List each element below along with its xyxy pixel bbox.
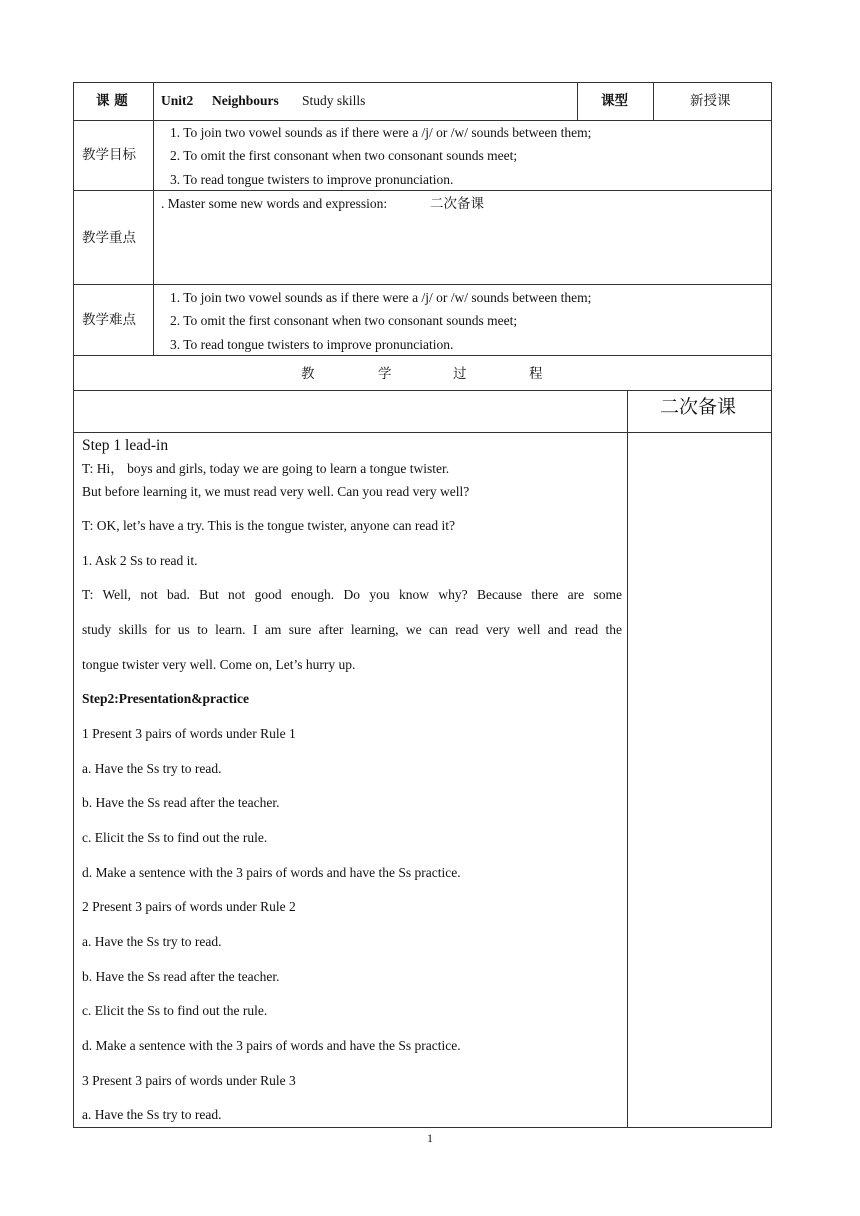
body-line: But before learning it, we must read very well. Can you read very well? bbox=[82, 484, 470, 499]
step1-title: Step 1 lead-in bbox=[82, 437, 169, 454]
objective-item: 2. To omit the first consonant when two consonant sounds meet; bbox=[170, 148, 518, 163]
process-title-char: 学 bbox=[378, 366, 392, 382]
body-line: d. Make a sentence with the 3 pairs of words and have the Ss practice. bbox=[82, 1038, 461, 1053]
body-line: a. Have the Ss try to read. bbox=[82, 934, 222, 949]
body-line: T: OK, let’s have a try. This is the tongue twister, anyone can read it? bbox=[82, 518, 455, 533]
process-title-char: 过 bbox=[453, 366, 467, 382]
rule bbox=[73, 284, 772, 285]
objective-item: 1. To join two vowel sounds as if there were a /j/ or /w/ sounds between them; bbox=[170, 125, 592, 140]
rule bbox=[73, 120, 772, 121]
objective-item: 3. To read tongue twisters to improve pronunciation. bbox=[170, 172, 454, 187]
difficulty-item: 2. To omit the first consonant when two consonant sounds meet; bbox=[170, 313, 518, 328]
body-line: c. Elicit the Ss to find out the rule. bbox=[82, 1003, 268, 1018]
rule-heading: 3 Present 3 pairs of words under Rule 3 bbox=[82, 1073, 296, 1088]
page-number: 1 bbox=[427, 1131, 433, 1145]
process-title-char: 教 bbox=[301, 366, 315, 382]
topic-label: 课 题 bbox=[96, 93, 128, 109]
rule bbox=[153, 82, 154, 355]
rule bbox=[73, 82, 74, 1128]
rule bbox=[73, 82, 772, 83]
body-line: tongue twister very well. Come on, Let’s hurry up. bbox=[82, 657, 356, 672]
rule bbox=[653, 82, 654, 120]
rule bbox=[73, 355, 772, 356]
objectives-label: 教学目标 bbox=[82, 147, 136, 163]
body-line: a. Have the Ss try to read. bbox=[82, 761, 222, 776]
key-points-note: 二次备课 bbox=[430, 196, 484, 212]
rule bbox=[627, 390, 628, 1128]
second-prep-label: 二次备课 bbox=[660, 396, 737, 418]
key-points-label: 教学重点 bbox=[82, 230, 136, 246]
body-line: c. Elicit the Ss to find out the rule. bbox=[82, 830, 268, 845]
rule bbox=[771, 82, 772, 1128]
rule bbox=[577, 82, 578, 120]
rule bbox=[73, 390, 772, 391]
unit-name: Neighbours bbox=[212, 93, 279, 108]
unit-number: Unit2 bbox=[161, 93, 194, 108]
body-line: 1. Ask 2 Ss to read it. bbox=[82, 553, 198, 568]
body-line: b. Have the Ss read after the teacher. bbox=[82, 969, 280, 984]
lesson-type-value: 新授课 bbox=[690, 93, 731, 109]
body-line: a. Have the Ss try to read. bbox=[82, 1107, 222, 1122]
body-line: T: Well, not bad. But not good enough. Do you know why? Because there are some bbox=[82, 587, 622, 602]
rule bbox=[73, 432, 772, 433]
difficulty-item: 3. To read tongue twisters to improve pronunciation. bbox=[170, 337, 454, 352]
difficulty-item: 1. To join two vowel sounds as if there were a /j/ or /w/ sounds between them; bbox=[170, 290, 592, 305]
rule bbox=[73, 190, 772, 191]
rule bbox=[73, 1127, 772, 1128]
step2-title: Step2:Presentation&practice bbox=[82, 691, 249, 706]
body-line: study skills for us to learn. I am sure after learning, we can read very well and read the bbox=[82, 622, 622, 637]
rule-heading: 1 Present 3 pairs of words under Rule 1 bbox=[82, 726, 296, 741]
body-line: d. Make a sentence with the 3 pairs of words and have the Ss practice. bbox=[82, 865, 461, 880]
lesson-type-label: 课型 bbox=[601, 93, 628, 109]
section-name: Study skills bbox=[302, 93, 366, 108]
body-line: b. Have the Ss read after the teacher. bbox=[82, 795, 280, 810]
process-title-char: 程 bbox=[529, 366, 543, 382]
key-points-text: . Master some new words and expression: bbox=[161, 196, 388, 211]
body-line: T: Hi， boys and girls, today we are going to learn a tongue twister. bbox=[82, 461, 450, 476]
rule-heading: 2 Present 3 pairs of words under Rule 2 bbox=[82, 899, 296, 914]
difficulties-label: 教学难点 bbox=[82, 312, 136, 328]
